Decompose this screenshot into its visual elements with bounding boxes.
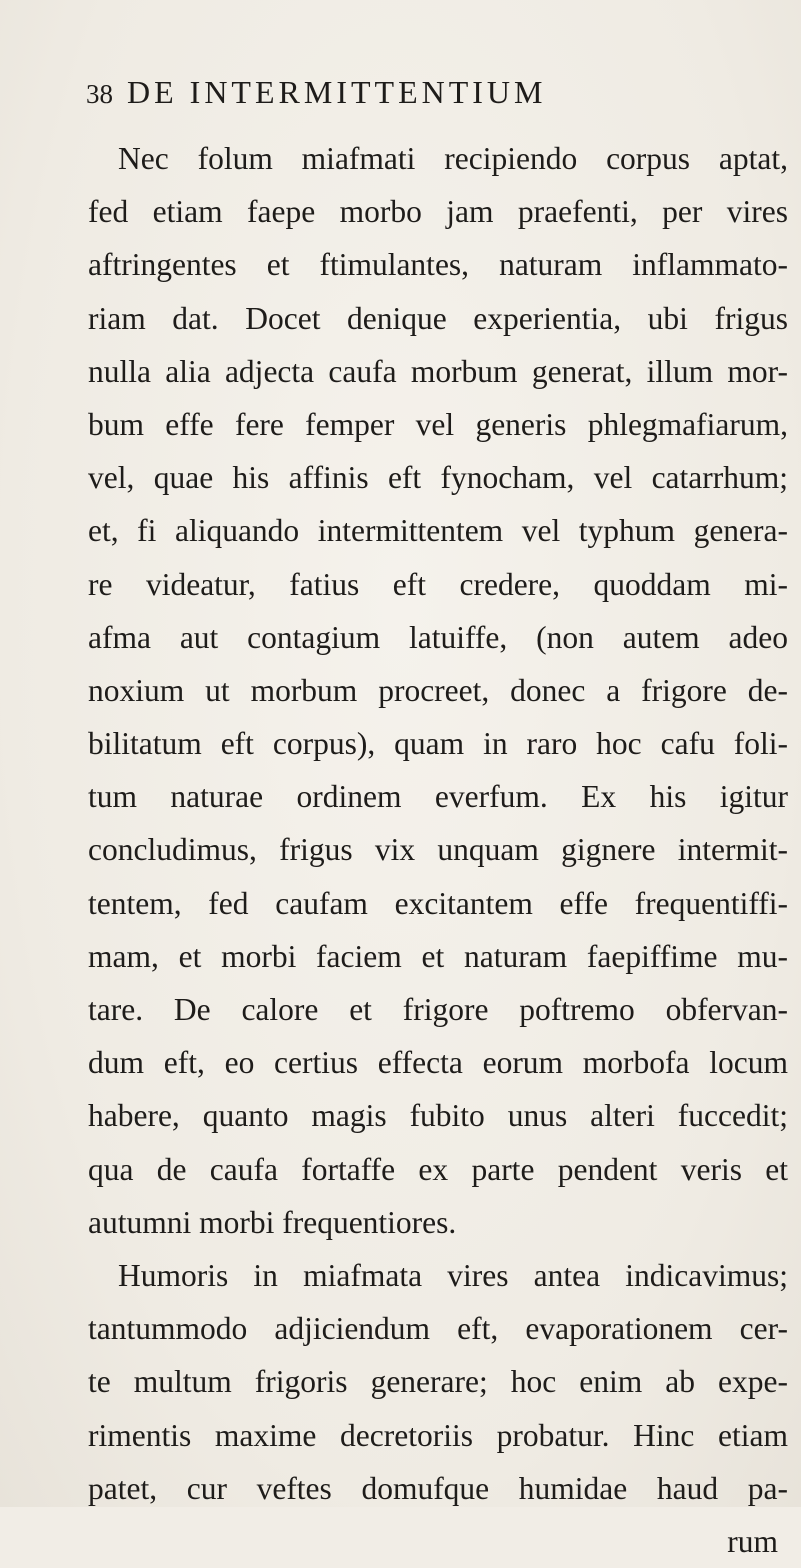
text-line: tentem, fed caufam excitantem effe frequentiffi-: [88, 885, 788, 921]
text-line: aftringentes et ftimulantes, naturam inflammato-: [88, 247, 788, 283]
text-line: fed etiam faepe morbo jam praefenti, per vires: [88, 194, 788, 230]
text-line: re videatur, fatius eft credere, quoddam mi-: [88, 566, 788, 602]
text-line: habere, quanto magis fubito unus alteri fuccedit;: [88, 1098, 788, 1134]
text-line: tum naturae ordinem everfum. Ex his igitur: [88, 779, 788, 815]
text-line: vel, quae his affinis eft fynocham, vel catarrhum;: [88, 460, 788, 496]
text-line: concludimus, frigus vix unquam gignere intermit-: [88, 832, 788, 868]
text-line: mam, et morbi faciem et naturam faepiffime mu-: [88, 938, 788, 974]
text-line: nulla alia adjecta caufa morbum generat, illum mor-: [88, 353, 788, 389]
text-line: te multum frigoris generare; hoc enim ab expe-: [88, 1364, 788, 1400]
text-line: afma aut contagium latuiffe, (non autem adeo: [88, 619, 788, 655]
text-line: rimentis maxime decretoriis probatur. Hinc etiam: [88, 1417, 788, 1453]
paragraph-1: [88, 132, 788, 1249]
text-line: bum effe fere femper vel generis phlegmafiarum,: [88, 406, 788, 442]
text-line: dum eft, eo certius effecta eorum morbofa locum: [88, 1045, 788, 1081]
page-number: 38: [86, 79, 113, 109]
text-line: tantummodo adjiciendum eft, evaporationem cer-: [88, 1311, 788, 1347]
text-line: et, fi aliquando intermittentem vel typhum genera-: [88, 513, 788, 549]
text-line: autumni morbi frequentiores.: [88, 1204, 457, 1240]
running-head: DE INTERMITTENTIUM: [127, 74, 547, 110]
text-line: tare. De calore et frigore poftremo obfervan-: [88, 992, 788, 1027]
page-header: [86, 74, 546, 114]
text-line: Humoris in miafmata vires antea indicavimus;: [118, 1257, 788, 1293]
catchword: rum: [727, 1523, 778, 1559]
paragraph-2: [88, 1249, 788, 1515]
text-line: bilitatum eft corpus), quam in raro hoc cafu foli-: [88, 726, 788, 762]
text-line: riam dat. Docet denique experientia, ubi frigus: [88, 300, 788, 336]
text-line: Nec folum miafmati recipiendo corpus aptat,: [118, 141, 788, 176]
text-line: patet, cur veftes domufque humidae haud pa-: [88, 1470, 788, 1506]
text-line: noxium ut morbum procreet, donec a frigore de-: [88, 672, 788, 708]
body-text: [88, 132, 788, 1568]
text-line: qua de caufa fortaffe ex parte pendent veris et: [88, 1151, 788, 1187]
